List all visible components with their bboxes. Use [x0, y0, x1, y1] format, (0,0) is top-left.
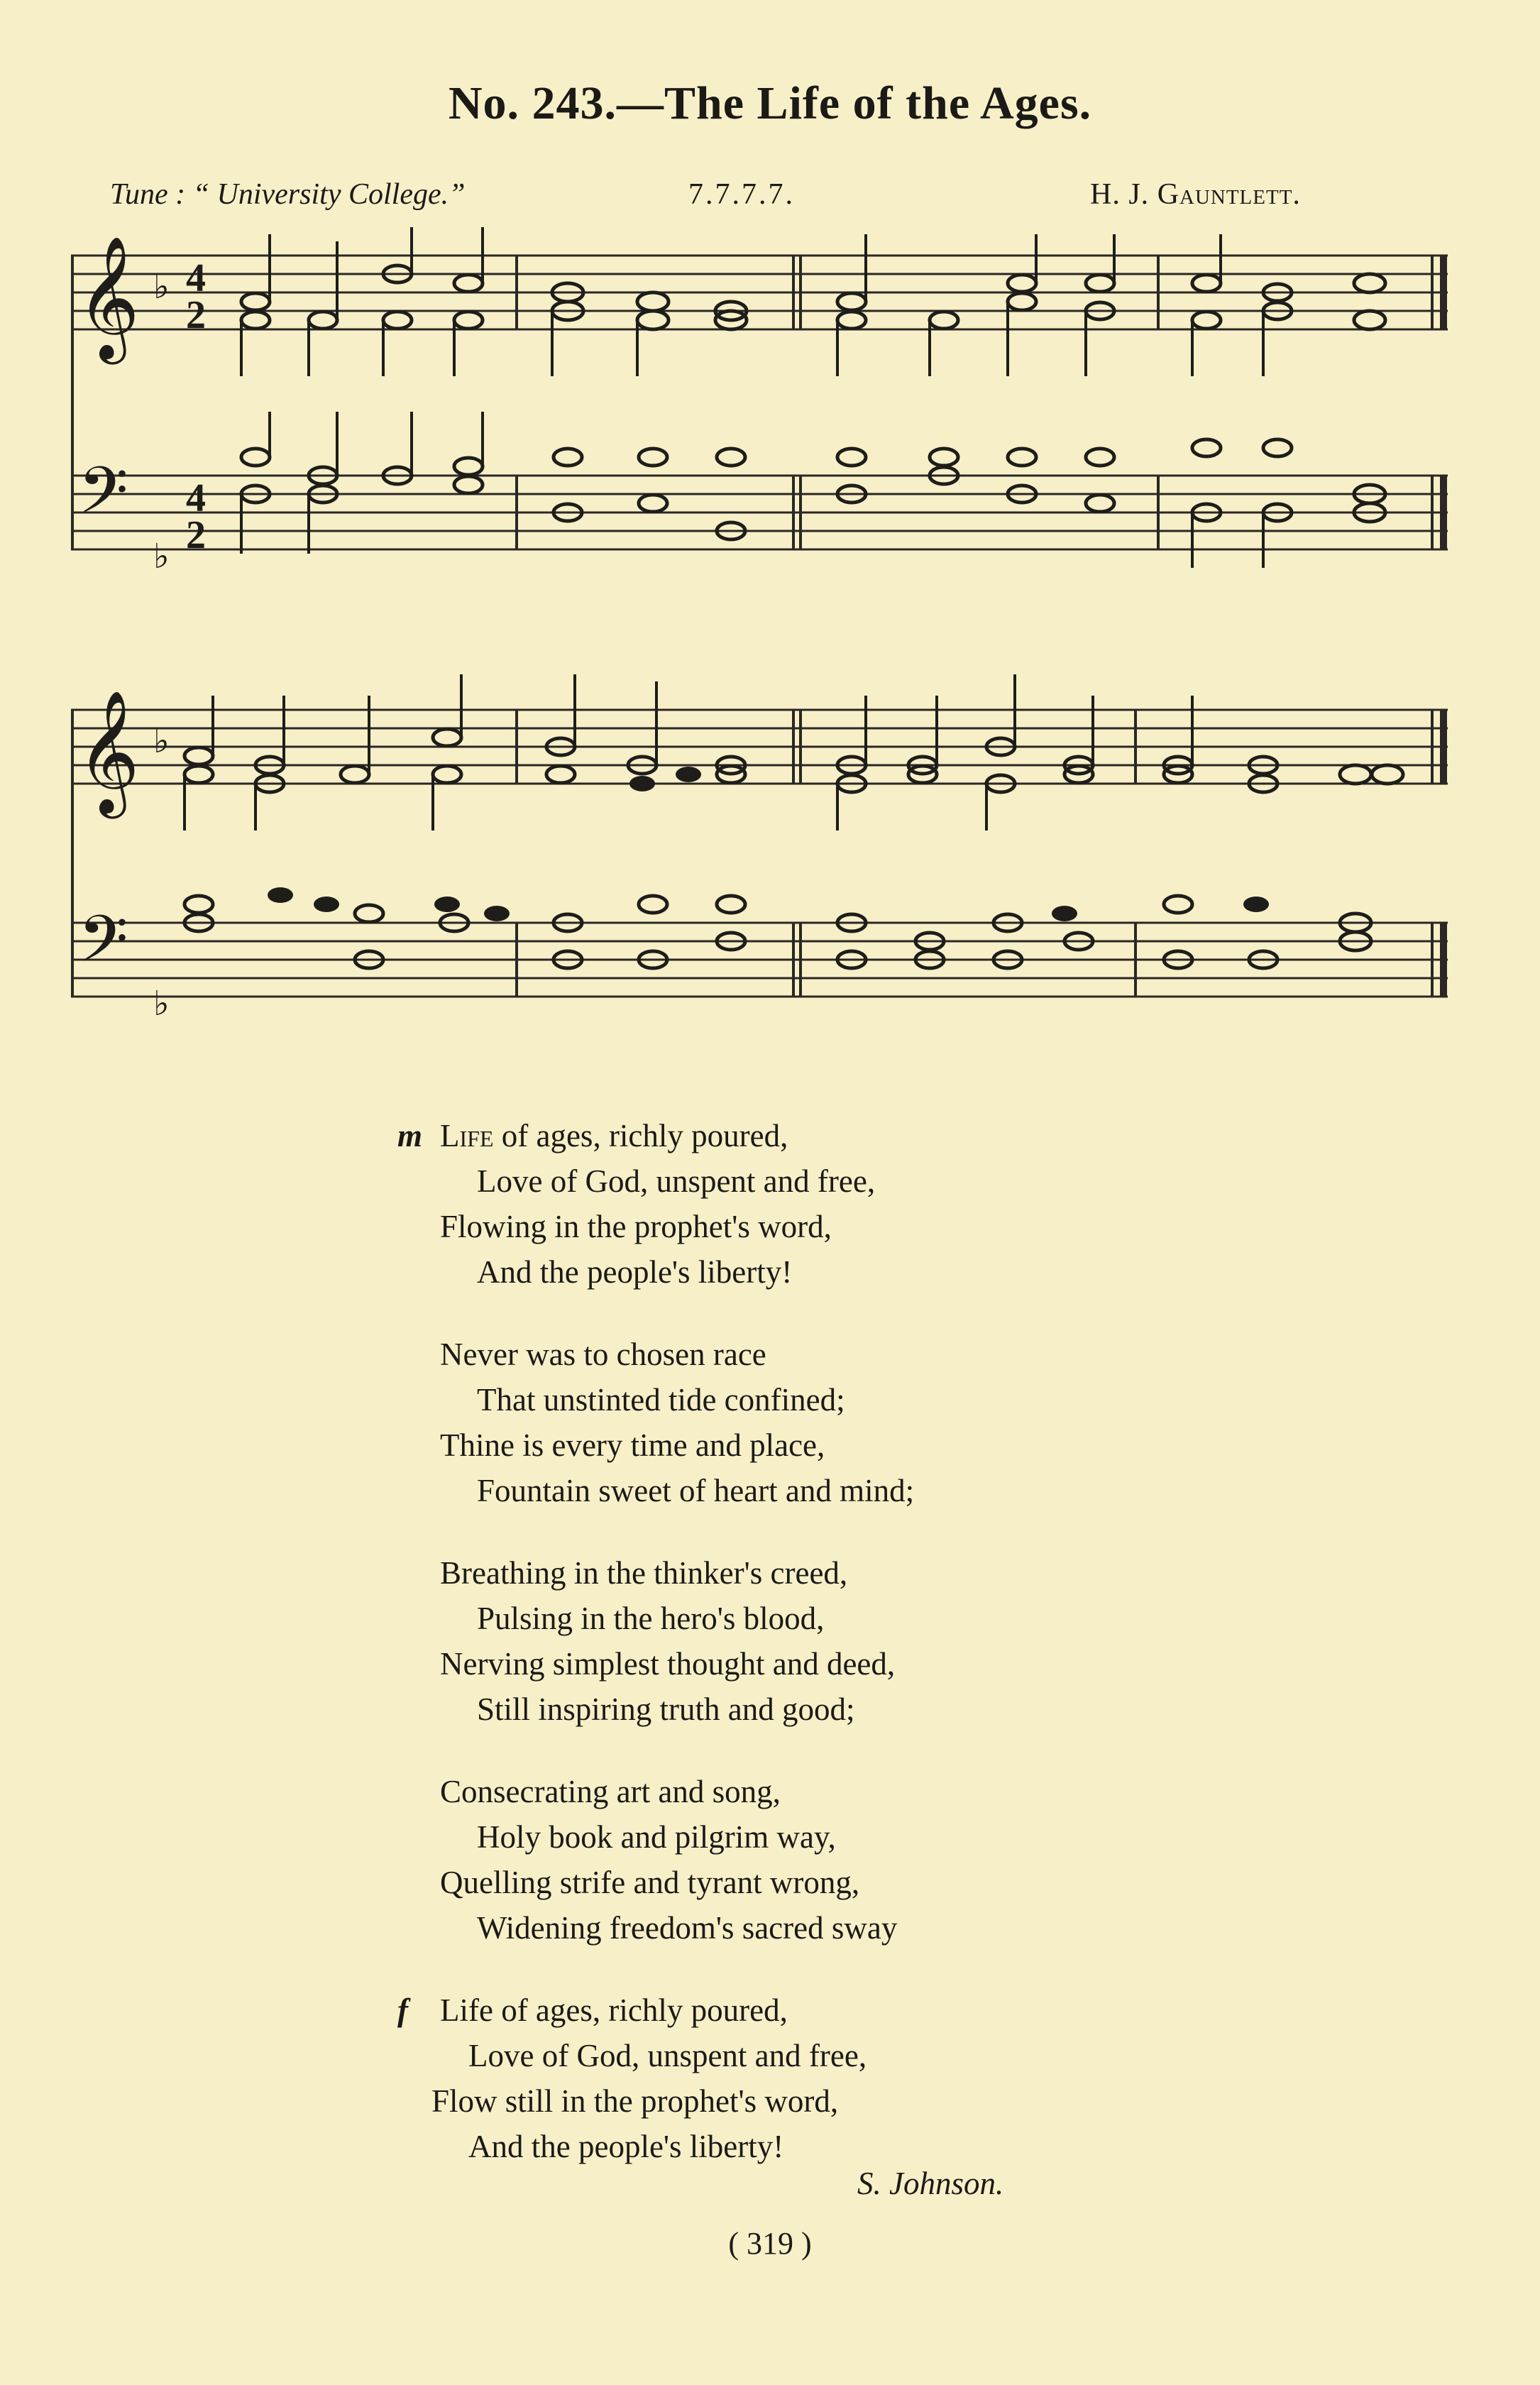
hymn-author: S. Johnson. — [857, 2166, 1004, 2201]
time-sig-top-bass: 4 — [186, 476, 206, 520]
meter: 7.7.7.7. — [688, 178, 795, 211]
treble-clef: 𝄞 — [77, 236, 140, 359]
dynamic-mark: m — [397, 1118, 423, 1153]
composer — [1090, 177, 1301, 212]
verse-line: Widening freedom's sacred sway — [477, 1910, 898, 1946]
treble-clef-2: 𝄞 — [77, 690, 140, 813]
composer-surname: Gauntlett. — [1157, 178, 1301, 211]
bass-staff-1 — [71, 476, 1448, 549]
page-number: ( 319 ) — [728, 2226, 812, 2261]
tune-name: Tune : “ University College.” — [110, 178, 466, 211]
key-flat-bass: ♭ — [153, 537, 170, 576]
music-system-2 — [0, 653, 1540, 1036]
time-sig-top: 4 — [186, 256, 206, 300]
verse-line: That unstinted tide confined; — [477, 1382, 845, 1418]
verse-line: Breathing in the thinker's creed, — [440, 1555, 848, 1591]
key-flat-bass-2: ♭ — [153, 984, 170, 1024]
stanza-1 — [397, 1113, 1249, 1295]
composer-initials: H. J. — [1090, 178, 1150, 211]
stanza-2 — [397, 1332, 1249, 1513]
verse-line: And the people's liberty! — [468, 2129, 784, 2164]
key-flat: ♭ — [153, 267, 170, 307]
first-word: Life — [440, 1118, 494, 1153]
verse-line: Consecrating art and song, — [440, 1774, 781, 1809]
hymn-title: No. 243.—The Life of the Ages. — [448, 77, 1092, 129]
verse-line: Flowing in the prophet's word, — [440, 1209, 832, 1244]
time-sig-bottom: 2 — [186, 293, 206, 337]
verse-line: Pulsing in the hero's blood, — [477, 1601, 825, 1636]
notes-system-1 — [241, 227, 1385, 568]
verse-line: And the people's liberty! — [477, 1254, 793, 1290]
hymn-verses — [397, 1113, 1249, 2206]
time-sig-bottom-bass: 2 — [186, 513, 206, 557]
treble-staff-1 — [71, 256, 1448, 329]
bass-clef: 𝄢 — [78, 453, 128, 544]
verse-line: Fountain sweet of heart and mind; — [477, 1473, 915, 1508]
verse-line: Holy book and pilgrim way, — [477, 1819, 836, 1855]
bass-clef-2: 𝄢 — [78, 901, 128, 992]
dynamic-mark: f — [397, 1992, 408, 2028]
verse-text: Life of ages, richly poured, — [440, 1118, 788, 1153]
verse-line: Love of God, unspent and free, — [468, 2038, 867, 2073]
verse-line: Thine is every time and place, — [440, 1427, 825, 1463]
stanza-4 — [397, 1769, 1249, 1951]
stanza-5 — [397, 1988, 1249, 2169]
verse-line — [397, 1113, 1249, 1158]
key-flat-2: ♭ — [153, 721, 170, 761]
stanza-3 — [397, 1550, 1249, 1732]
verse-line: Flow still in the prophet's word, — [431, 2083, 839, 2119]
verse-line — [397, 1988, 1249, 2033]
verse-line: Nerving simplest thought and deed, — [440, 1646, 896, 1682]
verse-text: Life of ages, richly poured, — [440, 1992, 788, 2028]
verse-line: Love of God, unspent and free, — [477, 1163, 876, 1199]
verse-line: Never was to chosen race — [440, 1337, 766, 1372]
verse-line: Still inspiring truth and good; — [477, 1692, 855, 1727]
bass-staff-2 — [71, 923, 1448, 997]
music-system-1 — [0, 213, 1540, 582]
verse-line: Quelling strife and tyrant wrong, — [440, 1865, 860, 1900]
